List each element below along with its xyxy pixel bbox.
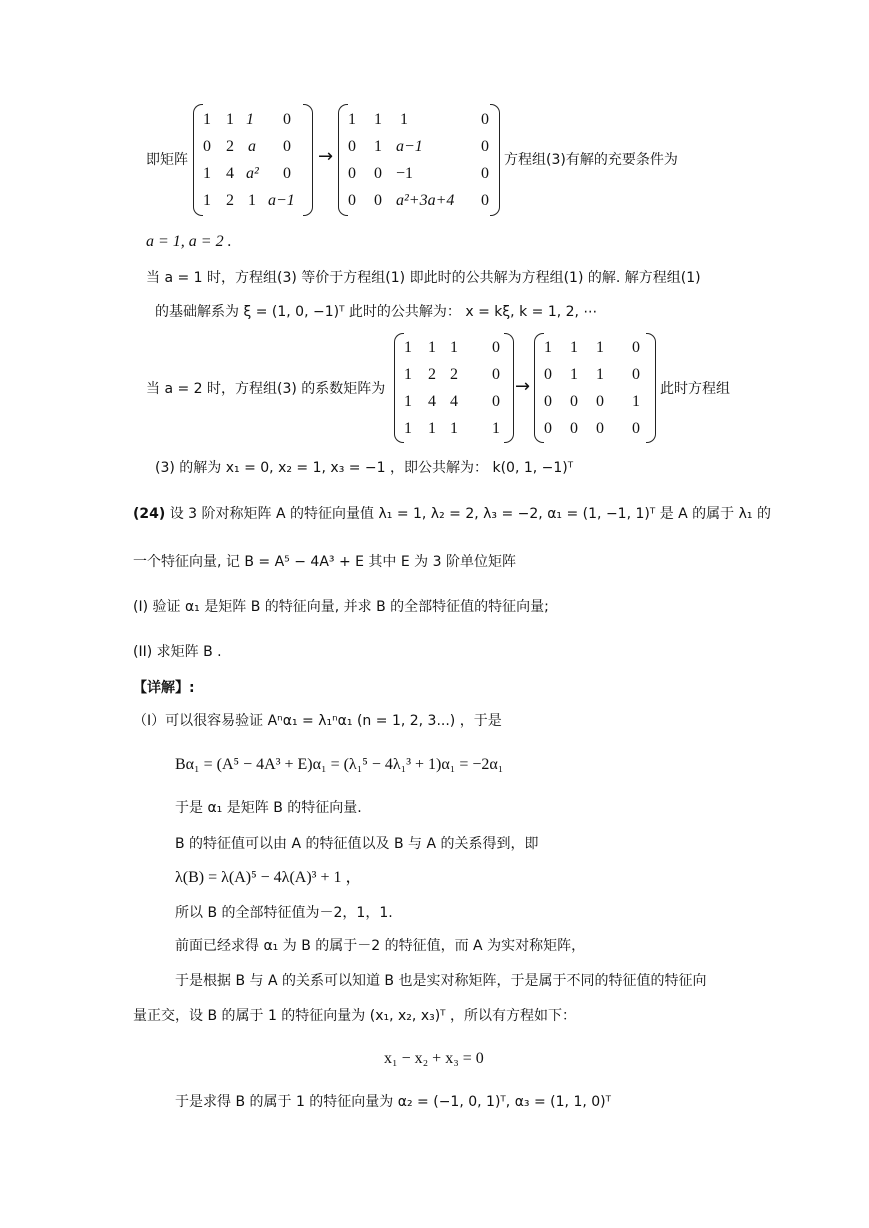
- solution-line-3: 于是 α₁ 是矩阵 B 的特征向量.: [175, 800, 362, 816]
- problem-number: (24): [133, 506, 166, 522]
- case1-line2: 的基础解系为 ξ = (1, 0, −1)ᵀ 此时的公共解为： x = kξ, k = 1, 2, ⋯: [155, 304, 598, 320]
- solution-line-9: 量正交，设 B 的属于 1 的特征向量为 (x₁, x₂, x₃)ᵀ ，所以有方程如下：: [133, 1008, 577, 1024]
- reduced-matrix-a: 1 1 1 0 0 1 a−1 0 0 0 −1 0 0 0 a²+3a+4 0: [338, 104, 500, 216]
- problem-24-part1: (I) 验证 α₁ 是矩阵 B 的特征向量, 并求 B 的全部特征值的特征向量;: [133, 599, 549, 615]
- solution-equation-3: x₁ − x₂ + x₃ = 0: [384, 1050, 484, 1067]
- matrix-intro-label: 即矩阵: [146, 152, 188, 168]
- solution-line-11: 于是求得 B 的属于 1 的特征向量为 α₂ = (−1, 0, 1)ᵀ, α₃ = (1, 1, 0)ᵀ: [175, 1094, 612, 1110]
- solution-line-1: （Ⅰ）可以很容易验证 Aⁿα₁ = λ₁ⁿα₁ (n = 1, 2, 3...) ，于是: [133, 713, 502, 729]
- solution-equation-2: λ(B) = λ(A)⁵ − 4λ(A)³ + 1 ，: [175, 869, 362, 886]
- problem-24-text: 设 3 阶对称矩阵 A 的特征向量值 λ₁ = 1, λ₂ = 2, λ₃ = −2, α₁ = (1, −1, 1)ᵀ 是 A 的属于 λ₁ 的: [169, 506, 771, 522]
- solution-line-8: 于是根据 B 与 A 的关系可以知道 B 也是实对称矩阵，于是属于不同的特征值的特征向: [175, 973, 707, 989]
- problem-24-part2: (II) 求矩阵 B .: [133, 644, 222, 660]
- coefficient-matrix-b: 1 1 1 0 1 2 2 0 1 4 4 0 1 1 1 1: [394, 333, 514, 443]
- problem-24-line1: [133, 504, 771, 524]
- case2-suffix: 此时方程组: [660, 381, 730, 397]
- solution-line-7: 前面已经求得 α₁ 为 B 的属于－2 的特征值，而 A 为实对称矩阵，: [175, 938, 586, 954]
- solution-line-4: B 的特征值可以由 A 的特征值以及 B 与 A 的关系得到，即: [175, 836, 539, 852]
- reduced-matrix-b: 1 1 1 0 0 1 1 0 0 0 0 1 0 0 0 0: [534, 333, 656, 443]
- solution-equation-1: Bα₁ = (A⁵ − 4A³ + E)α₁ = (λ₁⁵ − 4λ₁³ + 1)α₁ = −2α₁: [175, 756, 504, 773]
- case1-line1: 当 a = 1 时，方程组(3) 等价于方程组(1) 即此时的公共解为方程组(1) 的解. 解方程组(1): [146, 270, 701, 286]
- transform-arrow: →: [318, 146, 334, 167]
- condition-values: a = 1, a = 2 .: [146, 233, 232, 250]
- case2-intro: 当 a = 2 时，方程组(3) 的系数矩阵为: [146, 381, 386, 397]
- problem-24-line2: 一个特征向量, 记 B = A⁵ − 4A³ + E 其中 E 为 3 阶单位矩阵: [133, 554, 516, 570]
- transform-arrow-2: →: [515, 376, 531, 397]
- case2-result: (3) 的解为 x₁ = 0, x₂ = 1, x₃ = −1 ，即公共解为： k(0, 1, −1)ᵀ: [155, 460, 574, 476]
- coefficient-matrix-a: 1 1 1 0 0 2 a 0 1 4 a² 0 1 2 1 a−1: [193, 104, 313, 216]
- solution-line-6: 所以 B 的全部特征值为－2，1，1.: [175, 905, 393, 921]
- solution-heading: 【详解】:: [133, 680, 195, 696]
- condition-text: 方程组(3)有解的充要条件为: [504, 152, 678, 168]
